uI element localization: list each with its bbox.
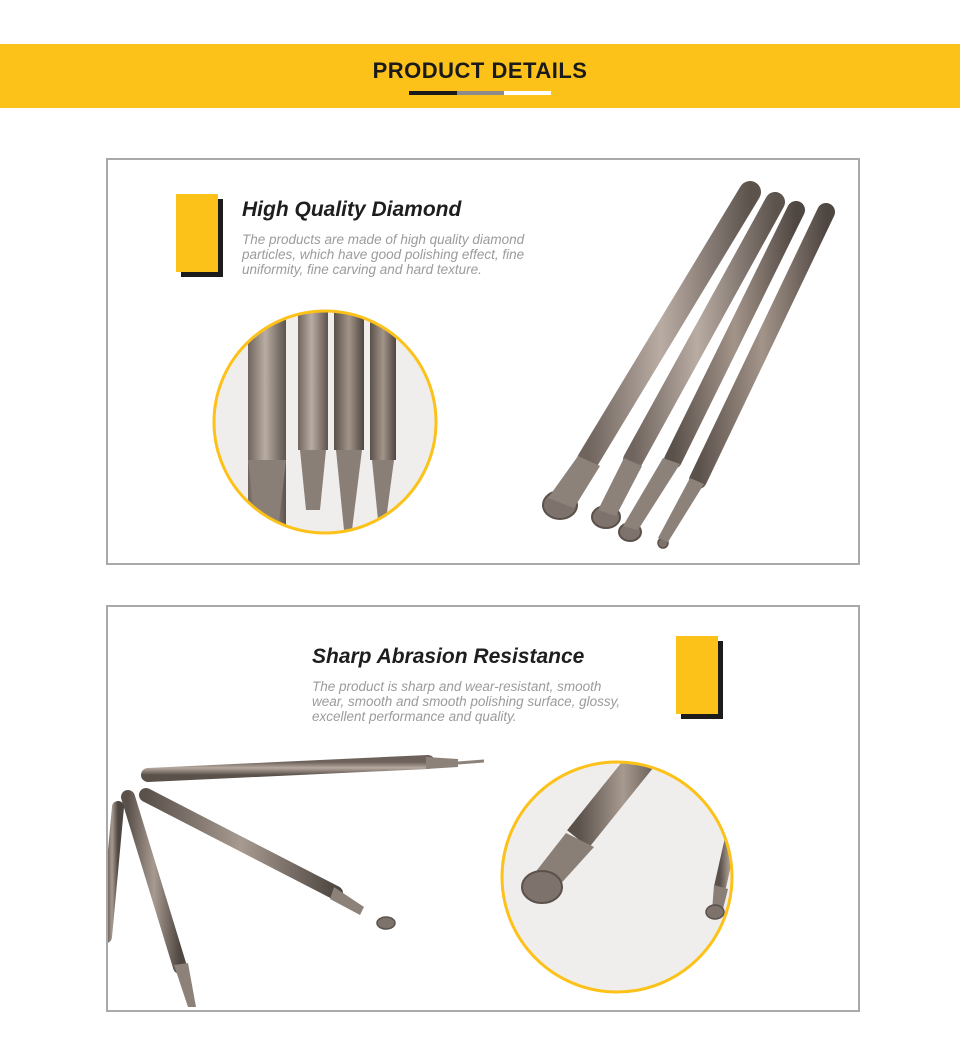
feature-panel-abrasion-resistance <box>106 605 860 1012</box>
header-banner <box>0 44 960 108</box>
feature-panel-high-quality <box>106 158 860 565</box>
feature-description: The products are made of high quality diamond particles, which have good polishing effect, fine uniformity, fine carving and hard texture. <box>242 232 525 277</box>
diamond-burr-bits-photo <box>108 160 858 563</box>
burr-bit <box>108 807 118 937</box>
title-underline-gray <box>457 91 504 95</box>
burr-tip-closeup <box>502 727 738 992</box>
page-title: PRODUCT DETAILS <box>372 58 588 83</box>
title-underline-white <box>504 91 551 95</box>
feature-description: The product is sharp and wear-resistant, smooth wear, smooth and smooth polishing surface, glossy, excellent performance and quality. <box>312 679 621 724</box>
diamond-burr-bits-photo <box>108 607 858 1010</box>
burr-tips-closeup <box>214 300 436 540</box>
feature-title: Sharp Abrasion Resistance <box>312 645 585 668</box>
burr-bit <box>128 797 196 1007</box>
feature-title: High Quality Diamond <box>242 198 462 221</box>
title-underline-dark <box>409 91 457 95</box>
burr-bit <box>146 795 395 929</box>
burr-bit <box>148 757 484 775</box>
